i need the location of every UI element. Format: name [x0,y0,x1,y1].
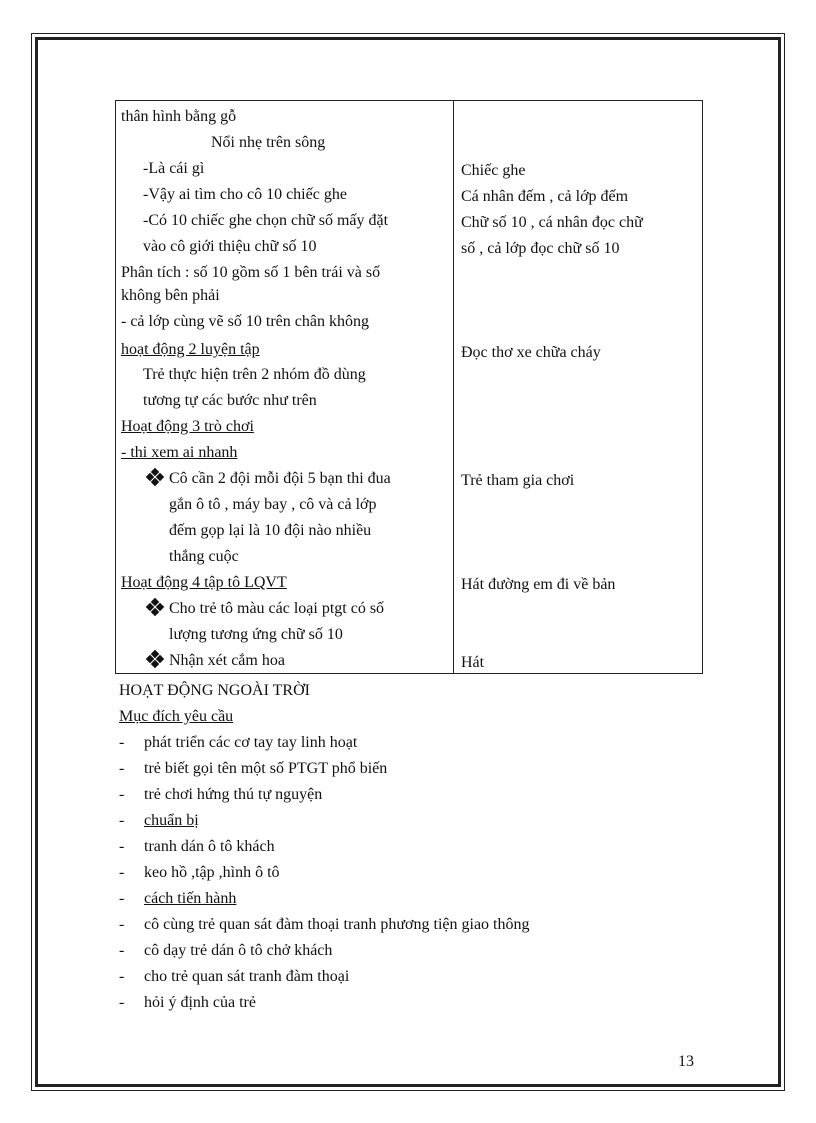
dash-bullet: - [119,734,125,751]
section-heading-activity-2: hoạt động 2 luyện tập [121,341,260,358]
table-left-line: Phân tích : số 10 gồm số 1 bên trái và số [121,264,381,281]
outdoor-item: keo hồ ,tập ,hình ô tô [144,864,280,881]
purpose-heading: Mục đích yêu cầu [119,708,234,725]
table-column-divider [453,101,454,673]
table-right-line: Trẻ tham gia chơi [461,472,575,489]
bullet-item: Cho trẻ tô màu các loại ptgt có số [147,599,384,619]
page-number: 13 [678,1053,694,1070]
outdoor-item: trẻ biết gọi tên một số PTGT phổ biến [144,760,388,777]
bullet-item: Nhận xét cắm hoa [147,651,285,671]
dash-bullet: - [119,864,125,881]
table-right-line: số , cả lớp đọc chữ số 10 [461,240,620,257]
dash-bullet: - [119,760,125,777]
dash-bullet: - [119,916,125,933]
outdoor-item: cho trẻ quan sát tranh đàm thoại [144,968,350,985]
outdoor-item: phát triển các cơ tay tay linh hoạt [144,734,358,751]
bullet-item: Cô cần 2 đội mỗi đội 5 bạn thi đua [147,469,391,489]
game-title: - thi xem ai nhanh [121,444,238,461]
section-heading-activity-4: Hoạt động 4 tập tô LQVT [121,574,287,591]
outdoor-item: cô cùng trẻ quan sát đàm thoại tranh phương tiện giao thông [144,916,530,933]
table-right-line: Đọc thơ xe chữa cháy [461,344,601,361]
table-right-line: Chữ số 10 , cá nhân đọc chữ [461,214,643,231]
dash-bullet: - [119,812,125,829]
diamond-bullet-icon [147,651,163,667]
section-heading-activity-3: Hoạt động 3 trò chơi [121,418,254,435]
table-left-line: -Là cái gì [143,160,205,177]
table-left-line: đếm gọp lại là 10 đội nào nhiều [169,522,372,539]
outdoor-item: hỏi ý định của trẻ [144,994,256,1011]
dash-bullet: - [119,994,125,1011]
preparation-heading: chuẩn bị [144,812,199,829]
table-left-line: -Có 10 chiếc ghe chọn chữ số mấy đặt [143,212,389,229]
activity-table [115,100,703,674]
dash-bullet: - [119,786,125,803]
outdoor-item: cô dạy trẻ dán ô tô chở khách [144,942,333,959]
outdoor-item: tranh dán ô tô khách [144,838,275,855]
table-right-line: Chiếc ghe [461,162,526,179]
table-right-line: Hát đường em đi về bản [461,576,616,593]
outdoor-item: trẻ chơi hứng thú tự nguyện [144,786,323,803]
table-left-line: - cả lớp cùng vẽ số 10 trên chân không [121,313,369,330]
table-left-line: vào cô giới thiệu chữ số 10 [143,238,317,255]
dash-bullet: - [119,890,125,907]
table-right-line: Cá nhân đếm , cả lớp đếm [461,188,629,205]
dash-bullet: - [119,838,125,855]
diamond-bullet-icon [147,599,163,615]
table-left-line: không bên phải [121,287,220,304]
table-left-line: -Vậy ai tìm cho cô 10 chiếc ghe [143,186,347,203]
table-left-line: tương tự các bước như trên [143,392,317,409]
dash-bullet: - [119,942,125,959]
table-right-line: Hát [461,654,485,671]
dash-bullet: - [119,968,125,985]
table-left-line: Nổi nhẹ trên sông [211,134,326,151]
table-left-line: lượng tương ứng chữ số 10 [169,626,343,643]
procedure-heading: cách tiến hành [144,890,237,907]
diamond-bullet-icon [147,469,163,485]
table-left-line: thân hình bằng gỗ [121,108,237,125]
table-left-line: thắng cuộc [169,548,239,565]
outdoor-title: HOẠT ĐỘNG NGOÀI TRỜI [119,682,310,699]
table-left-line: gắn ô tô , máy bay , cô và cả lớp [169,496,377,513]
table-left-line: Trẻ thực hiện trên 2 nhóm đồ dùng [143,366,366,383]
